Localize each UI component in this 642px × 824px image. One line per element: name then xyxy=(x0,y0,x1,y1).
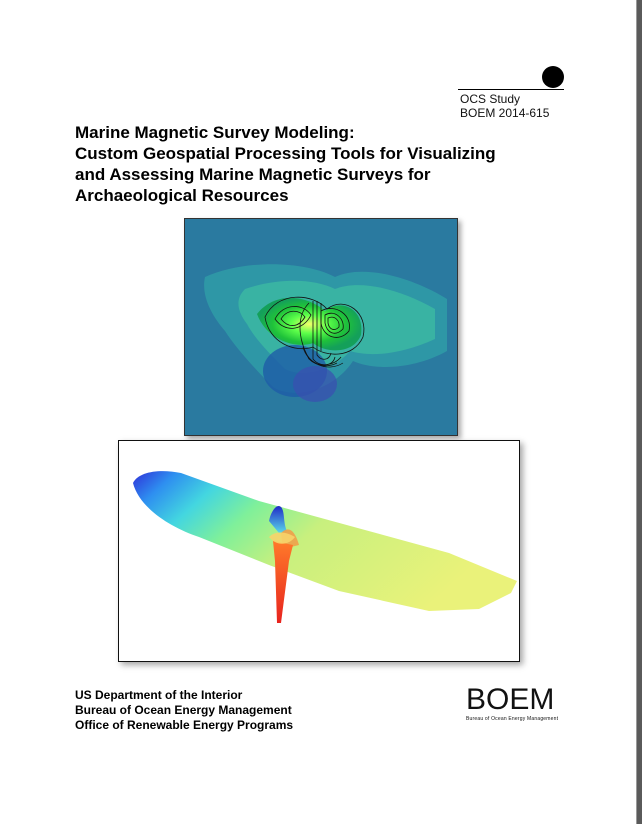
agency-line: US Department of the Interior xyxy=(75,688,243,702)
study-rule xyxy=(458,89,564,90)
boem-logo xyxy=(466,684,566,723)
surface-3d-figure xyxy=(118,440,520,662)
boem-logo-mark: BOEM xyxy=(466,683,555,716)
report-title xyxy=(75,122,575,206)
study-id-block xyxy=(460,92,549,120)
boem-logo-subtitle: Bureau of Ocean Energy Management xyxy=(466,716,559,722)
contour-map-image xyxy=(185,219,457,435)
contour-map-figure xyxy=(184,218,458,436)
agency-block xyxy=(75,688,293,733)
title-line: and Assessing Marine Magnetic Surveys for xyxy=(75,165,431,184)
title-line: Custom Geospatial Processing Tools for Visualizing xyxy=(75,144,496,163)
agency-line: Office of Renewable Energy Programs xyxy=(75,718,294,732)
study-label: OCS Study xyxy=(460,92,521,106)
corner-dot-mark xyxy=(542,66,564,88)
title-line: Archaeological Resources xyxy=(75,186,289,205)
title-line: Marine Magnetic Survey Modeling: xyxy=(75,123,355,142)
agency-line: Bureau of Ocean Energy Management xyxy=(75,703,292,717)
surface-3d-image xyxy=(119,441,519,661)
study-number: BOEM 2014-615 xyxy=(460,106,550,120)
